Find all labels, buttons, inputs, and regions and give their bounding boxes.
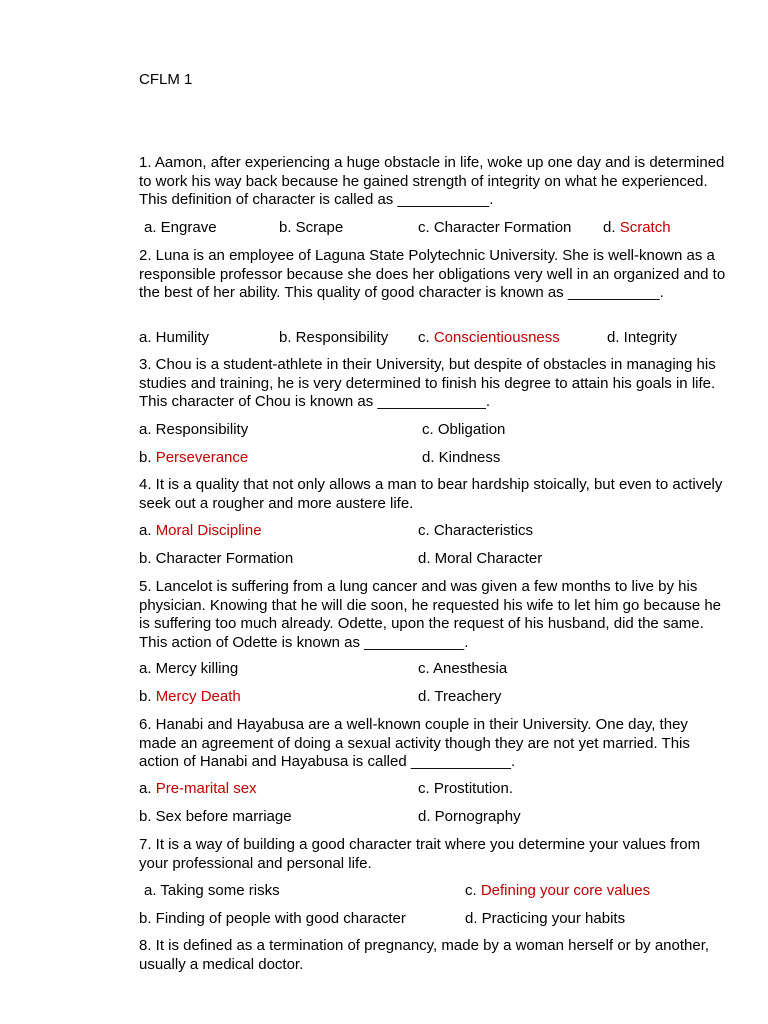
q4-option-d: d. Moral Character	[418, 550, 543, 567]
q1-option-b: b. Scrape	[279, 219, 344, 236]
q6-option-a: a. Pre-marital sex	[139, 780, 257, 797]
document-title: CFLM 1	[139, 71, 193, 88]
q5-option-d: d. Treachery	[418, 688, 502, 705]
q3-option-b: b. Perseverance	[139, 449, 249, 466]
q1-answer: Scratch	[619, 219, 671, 236]
q3-option-a: a. Responsibility	[139, 421, 249, 438]
q2-option-c: c. Conscientiousness	[418, 329, 560, 346]
question-2: 2. Luna is an employee of Laguna State Polytechnic University. She is well-known as a responsible professor because she does her obligations very well in an organized and to the best of her ability. This quality of good character is known as ___________.	[139, 247, 726, 301]
q1-option-d: d. Scratch	[603, 219, 671, 236]
q6-answer: Pre-marital sex	[155, 780, 257, 797]
q4-answer: Moral Discipline	[155, 522, 262, 539]
q7-option-a: a. Taking some risks	[144, 882, 280, 899]
question-7: 7. It is a way of building a good character trait where you determine your values from your professional and personal life.	[139, 836, 701, 872]
question-5: 5. Lancelot is suffering from a lung cancer and was given a few months to live by his physician. Knowing that he will die soon, he requested his wife to let him go because he is suffering too much already. Odette, upon the request of his husband, did the same. This action of Odette is known as ____________.	[139, 578, 722, 651]
q3-option-d: d. Kindness	[422, 449, 501, 466]
q6-option-d: d. Pornography	[418, 808, 521, 825]
q2-option-a: a. Humility	[139, 329, 210, 346]
q6-option-c: c. Prostitution.	[418, 780, 514, 797]
q2-answer: Conscientiousness	[433, 329, 560, 346]
q4-option-a: a. Moral Discipline	[139, 522, 262, 539]
q4-option-c: c. Characteristics	[418, 522, 534, 539]
q6-option-b: b. Sex before marriage	[139, 808, 292, 825]
q2-option-d: d. Integrity	[607, 329, 678, 346]
q5-answer: Mercy Death	[155, 688, 241, 705]
q5-option-c: c. Anesthesia	[418, 660, 508, 677]
question-1: 1. Aamon, after experiencing a huge obstacle in life, woke up one day and is determined to work his way back because he gained strength of integrity on what he experienced. This definition of character is called as ___________.	[139, 154, 725, 208]
q7-answer: Defining your core values	[480, 882, 651, 899]
q5-option-b: b. Mercy Death	[139, 688, 241, 705]
q5-option-a: a. Mercy killing	[139, 660, 239, 677]
question-3: 3. Chou is a student-athlete in their University, but despite of obstacles in managing his studies and training, he is very determined to finish his degree to attain his goals in life. This character of Chou is known as _____________.	[139, 356, 716, 410]
question-6: 6. Hanabi and Hayabusa are a well-known couple in their University. One day, they made an agreement of doing a sexual activity though they are not yet married. This action of Hanabi and Hayabusa is called ____________.	[139, 716, 690, 770]
q7-option-b: b. Finding of people with good character	[139, 910, 406, 927]
q3-answer: Perseverance	[155, 449, 249, 466]
question-4: 4. It is a quality that not only allows a man to bear hardship stoically, but even to actively seek out a rougher and more austere life.	[139, 476, 723, 512]
q1-option-a: a. Engrave	[144, 219, 217, 236]
q7-option-d: d. Practicing your habits	[465, 910, 626, 927]
q3-option-c: c. Obligation	[422, 421, 506, 438]
q1-option-c: c. Character Formation	[418, 219, 572, 236]
q4-option-b: b. Character Formation	[139, 550, 294, 567]
q2-option-b: b. Responsibility	[279, 329, 389, 346]
question-8: 8. It is defined as a termination of pregnancy, made by a woman herself or by another, usually a medical doctor.	[139, 937, 710, 973]
q7-option-c: c. Defining your core values	[465, 882, 651, 899]
